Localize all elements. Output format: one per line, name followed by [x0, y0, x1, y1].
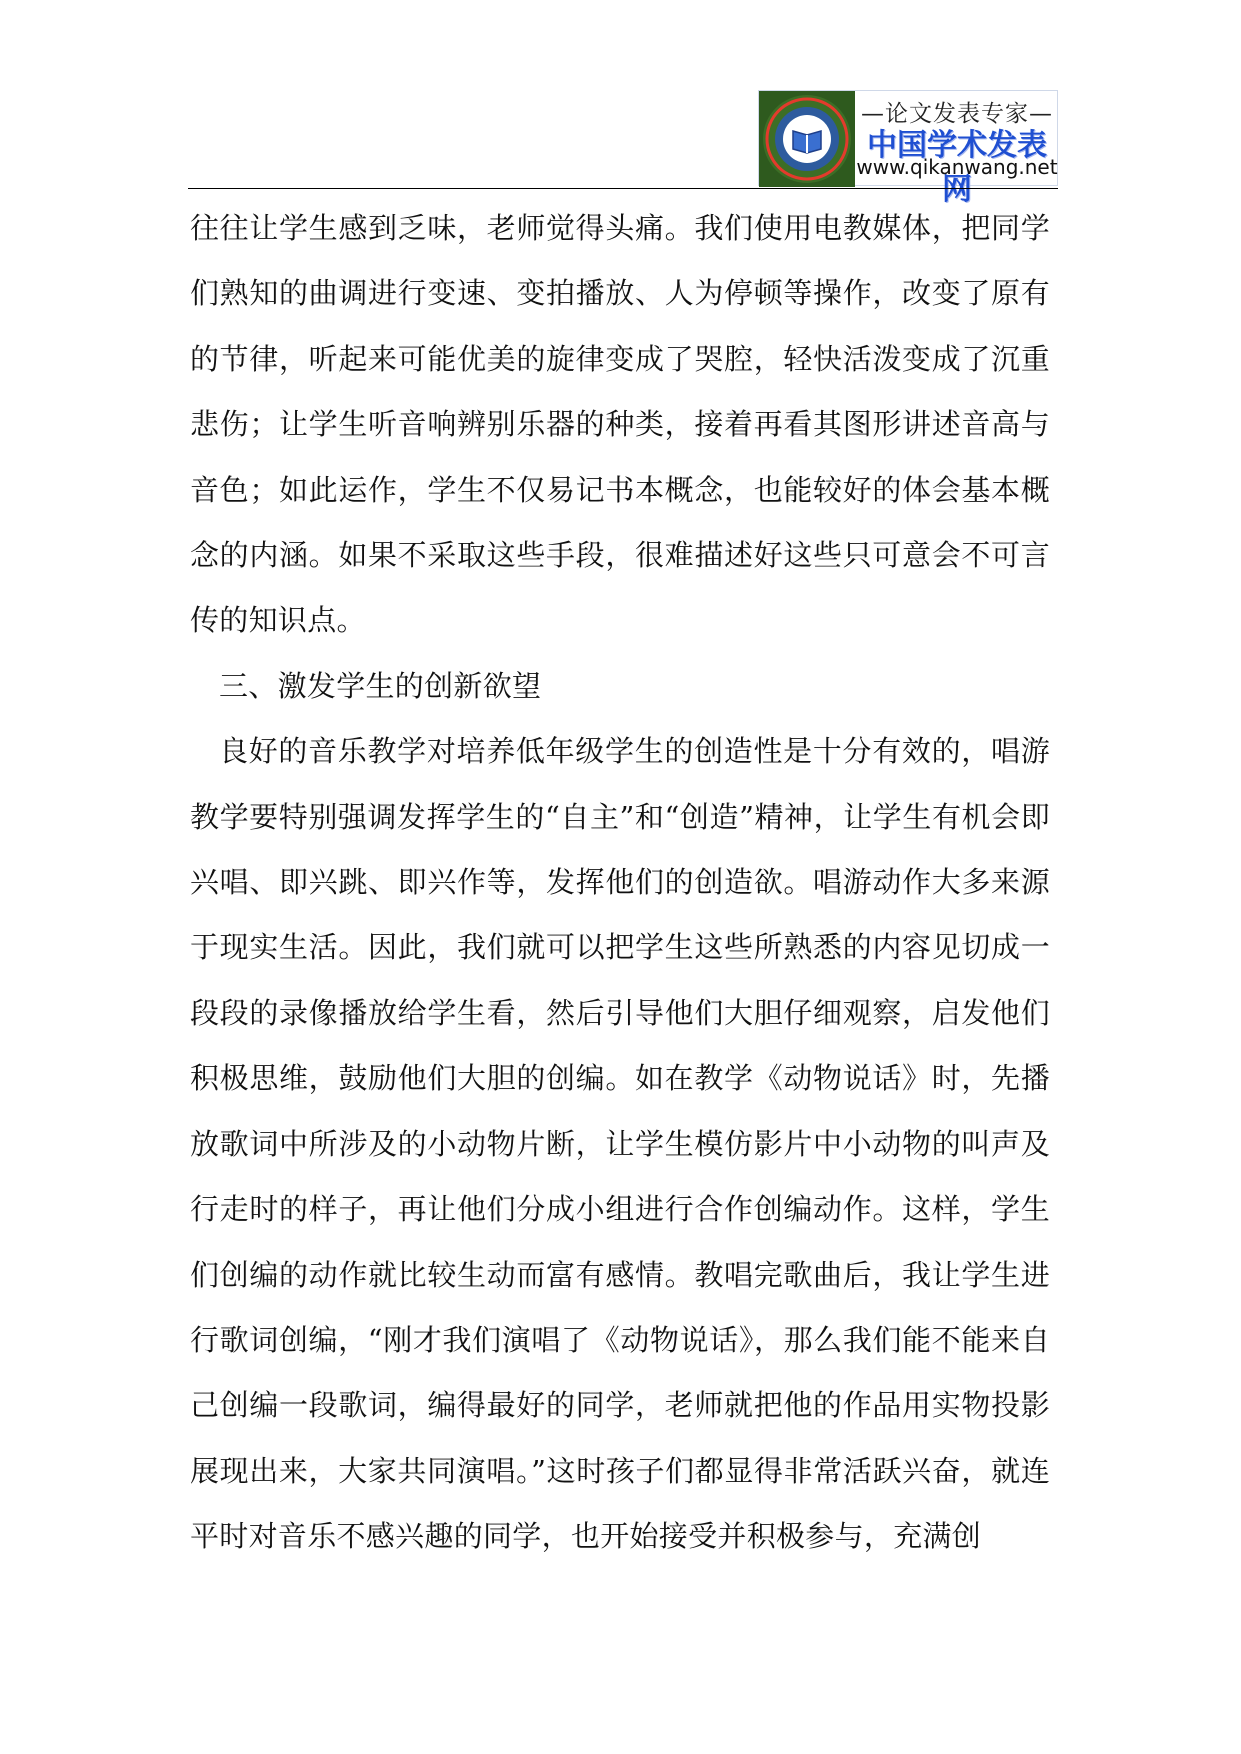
- paragraph-continuation: 往往让学生感到乏味，老师觉得头痛。我们使用电教媒体，把同学们熟知的曲调进行变速、变拍播放、人为停顿等操作，改变了原有的节律，听起来可能优美的旋律变成了哭腔，轻快活泼变成了沉重悲伤；让学生听音响辨别乐器的种类，接着再看其图形讲述音高与音色；如此运作，学生不仅易记书本概念，也能较好的体会基本概念的内涵。如果不采取这些手段，很难描述好这些只可意会不可言传的知识点。: [190, 211, 1050, 638]
- header-divider: [188, 188, 1058, 189]
- logo-slogan: —论文发表专家—: [861, 101, 1053, 127]
- paragraph-body: 良好的音乐教学对培养低年级学生的创造性是十分有效的，唱游教学要特别强调发挥学生的“自主”和“创造”精神，让学生有机会即兴唱、即兴跳、即兴作等，发挥他们的创造欲。唱游动作大多来源于现实生活。因此，我们就可以把学生这些所熟悉的内容见切成一段段的录像播放给学生看，然后引导他们大胆仔细观察，启发他们积极思维，鼓励他们大胆的创编。如在教学《动物说话》时，先播放歌词中所涉及的小动物片断，让学生模仿影片中小动物的叫声及行走时的样子，再让他们分成小组进行合作创编动作。这样，学生们创编的动作就比较生动而富有感情。教唱完歌曲后，我让学生进行歌词创编，“刚才我们演唱了《动物说话》，那么我们能不能来自己创编一段歌词，编得最好的同学，老师就把他的作品用实物投影展现出来，大家共同演唱。”这时孩子们都显得非常活跃兴奋，就连平时对音乐不感兴趣的同学，也开始接受并积极参与，充满创: [190, 734, 1050, 1554]
- document-body: [190, 196, 1050, 1570]
- section-heading: 三、激发学生的创新欲望: [219, 668, 542, 703]
- site-logo: [758, 90, 1058, 207]
- logo-url: www.qikanwang.net: [856, 155, 1058, 179]
- logo-text-block: [855, 91, 1059, 207]
- logo-site-name: 中国学术发表网: [867, 128, 1047, 207]
- seal-emblem-icon: [759, 91, 855, 187]
